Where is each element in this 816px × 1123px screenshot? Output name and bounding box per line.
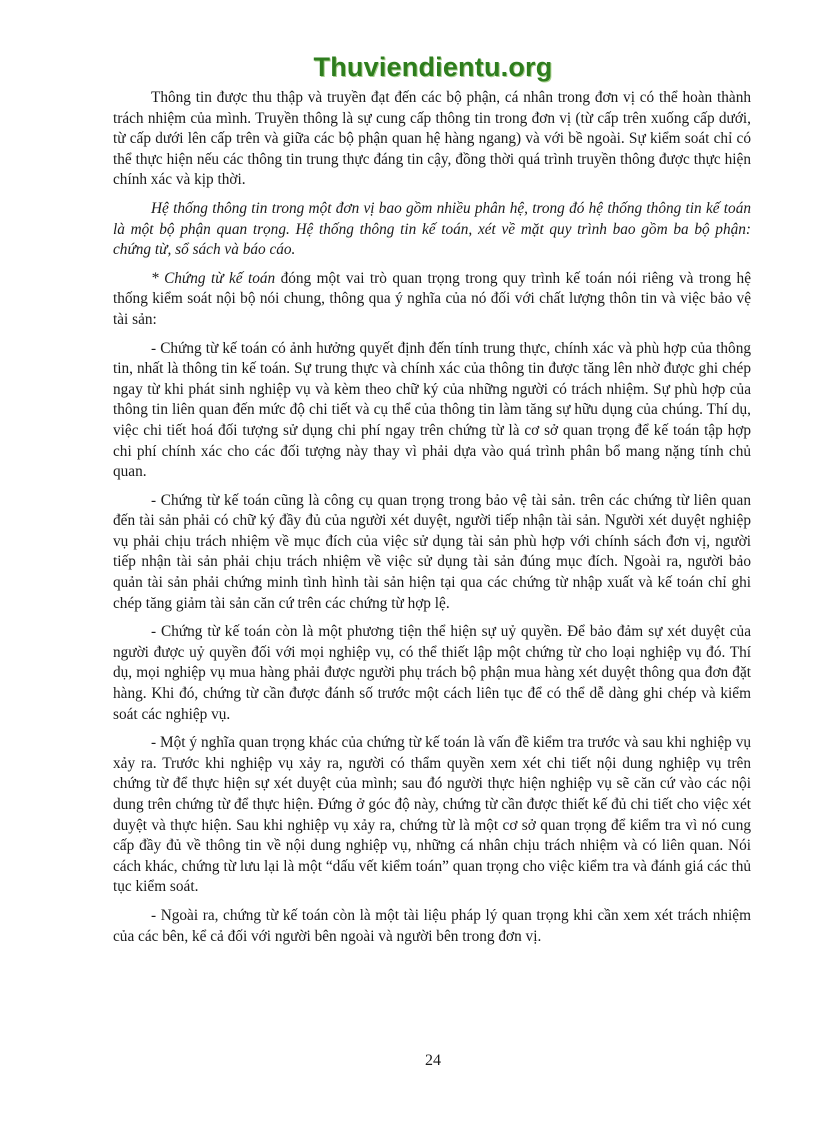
site-logo: Thuviendientu.org (313, 52, 553, 82)
page-number: 24 (425, 1052, 441, 1069)
paragraph-pre-post-check: - Một ý nghĩa quan trọng khác của chứng từ kế toán là vấn đề kiểm tra trước và sau khi nghiệp vụ xảy ra. Trước khi nghiệp vụ xảy ra, người có thẩm quyền xem xét chi tiết nội dung nghiệp vụ trên chứng từ để thực hiện sự xét duyệt của mình; sau đó người thực hiện nghiệp vụ sẽ căn cứ vào các nội dung trên chứng từ để thực hiện. Đứng ở góc độ này, chứng từ cần được thiết kế đủ chi tiết cho việc xét duyệt và thực hiện. Sau khi nghiệp vụ xảy ra, chứng từ là một cơ sở quan trọng để kiểm tra vì nó cung cấp đầy đủ về thông tin về nội dung nghiệp vụ, những cá nhân chịu trách nhiệm và có liên quan. Nói cách khác, chứng từ lưu lại là một “dấu vết kiểm toán” quan trọng cho việc kiểm tra và đánh giá các thủ tục kiểm soát. (113, 734, 751, 896)
accounting-documents-intro-text: đóng một vai trò quan trọng trong quy trình kế toán nói riêng và trong hệ thống kiểm soát nội bộ nói chung, thông qua ý nghĩa của nó đối với chất lượng thôn tin và việc bảo vệ tài sản: (113, 269, 751, 328)
paragraph-asset-protection: - Chứng từ kế toán cũng là công cụ quan trọng trong bảo vệ tài sản. trên các chứng từ liên quan đến tài sản phải có chữ ký đầy đủ của người xét duyệt, người tiếp nhận tài sản. Người xét duyệt nghiệp vụ phải chịu trách nhiệm về mục đích của việc sử dụng tài sản phù hợp với chính sách đơn vị, người tiếp nhận tài sản phải chịu trách nhiệm về việc sử dụng tài sản đúng mục đích. Ngoài ra, người bảo quản tài sản phải chứng minh tình hình tài sản hiện tại qua các chứng từ nhập xuất và kế toán chỉ ghi chép tăng giảm tài sản căn cứ trên các chứng từ hợp lệ. (113, 491, 751, 612)
paragraph-information-system: Hệ thống thông tin trong một đơn vị bao gồm nhiều phân hệ, trong đó hệ thống thông tin kế toán là một bộ phận quan trọng. Hệ thống thông tin kế toán, xét về mặt quy trình bao gồm ba bộ phận: chứng từ, sổ sách và báo cáo. (113, 199, 751, 259)
document-body (113, 88, 751, 955)
accounting-documents-term: * Chứng từ kế toán (151, 269, 276, 287)
paragraph-accounting-documents-intro (113, 269, 751, 331)
paragraph-communication: Thông tin được thu thập và truyền đạt đến các bộ phận, cá nhân trong đơn vị có thể hoàn thành trách nhiệm của mình. Truyền thông là sự cung cấp thông tin trong đơn vị (từ cấp trên xuống cấp dưới, từ cấp dưới lên cấp trên và giữa các bộ phận quan hệ hàng ngang) và với bề ngoài. Sự kiểm soát chỉ có thể thực hiện nếu các thông tin trung thực đáng tin cậy, đồng thời quá trình truyền thông được thực hiện chính xác và kịp thời. (113, 89, 751, 189)
paragraph-authorization: - Chứng từ kế toán còn là một phương tiện thể hiện sự uỷ quyền. Để bảo đảm sự xét duyệt của người được uỷ quyền đối với mọi nghiệp vụ, có thể thiết lập một chứng từ cho loại nghiệp vụ đó. Thí dụ, mọi nghiệp vụ mua hàng phải được người phụ trách bộ phận mua hàng xét duyệt thông qua đơn đặt hàng. Khi đó, chứng từ cần được đánh số trước một cách liên tục để có thể dễ dàng ghi chép và kiểm soát các nghiệp vụ. (113, 623, 751, 723)
paragraph-truthfulness: - Chứng từ kế toán có ảnh hưởng quyết định đến tính trung thực, chính xác và phù hợp của thông tin, nhất là thông tin kế toán. Sự trung thực và chính xác của thông tin được tăng lên nhờ được ghi chép ngay từ khi phát sinh nghiệp vụ và kèm theo chữ ký của những người có trách nhiệm. Sự phù hợp của thông tin liên quan đến mức độ chi tiết và cụ thể của thông tin làm tăng sự hữu dụng của chúng. Thí dụ, việc chi tiết hoá đối tượng sử dụng chi phí ngay trên chứng từ là cơ sở quan trọng để kế toán tập hợp chi phí chính xác cho các đối tượng này thay vì phải dựa vào quá trình phân bổ mang nặng tính chủ quan. (113, 339, 751, 481)
paragraph-legal-document: - Ngoài ra, chứng từ kế toán còn là một tài liệu pháp lý quan trọng khi cần xem xét trách nhiệm của các bên, kể cả đối với người bên ngoài và người bên trong đơn vị. (113, 906, 751, 945)
